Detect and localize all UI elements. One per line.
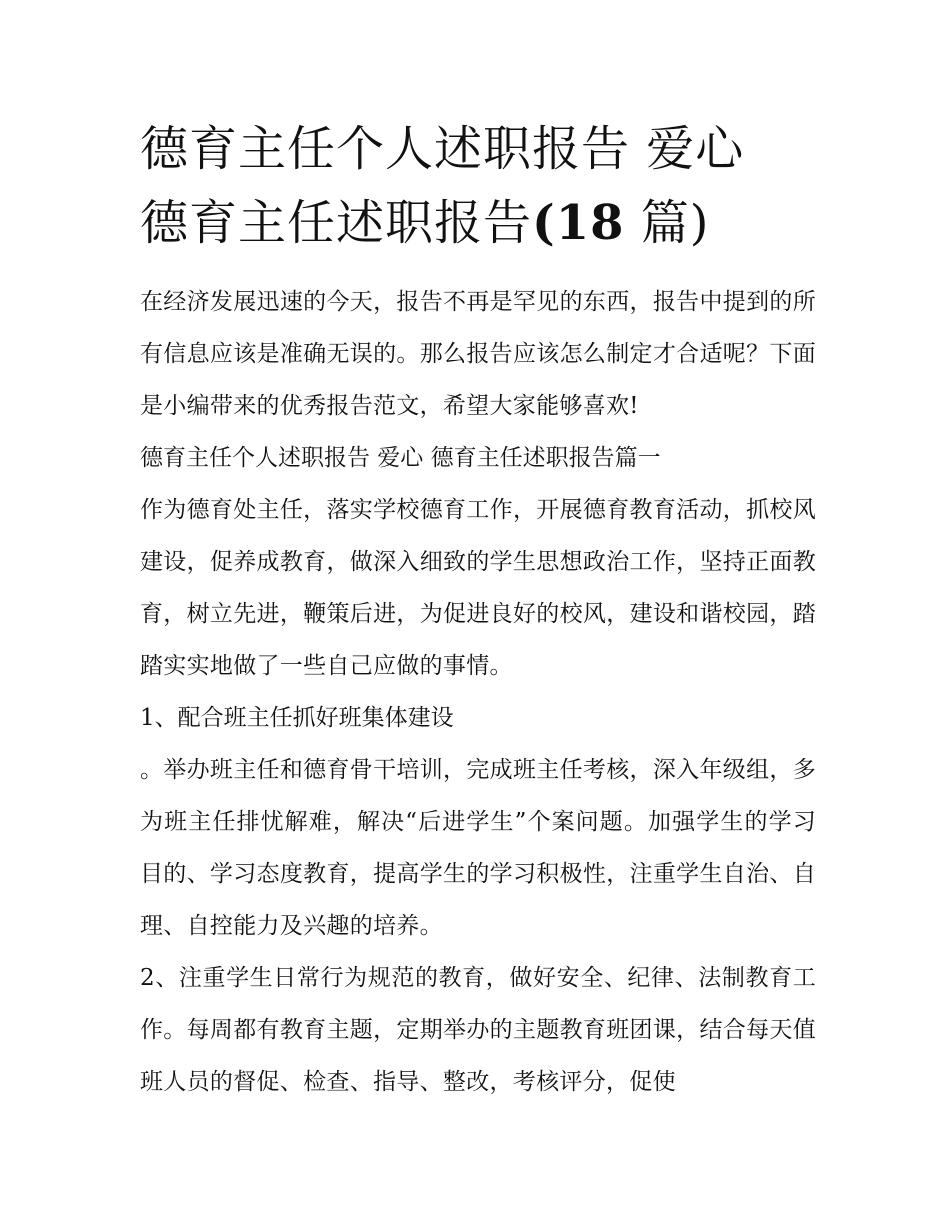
section-heading: 德育主任个人述职报告 爱心 德育主任述职报告篇一	[140, 445, 661, 471]
title-line-2-text: 德育主任述职报告	[140, 195, 533, 251]
document-body	[140, 112, 816, 1108]
title-line-2-number: (18	[532, 195, 625, 251]
item-2-body: 2、注重学生日常行为规范的教育，做好安全、纪律、法制教育工作。每周都有教育主题，定期举办的主题教育班团课，结合每天值班人员的督促、检查、指导、整改，考核评分，促使	[140, 965, 816, 1095]
body-paragraph-1: 作为德育处主任，落实学校德育工作，开展德育教育活动，抓校风建设，促养成教育，做深入细致的学生思想政治工作，坚持正面教育，树立先进，鞭策后进，为促进良好的校风，建设和谐校园，踏踏实实地做了一些自己应做的事情。	[140, 497, 816, 679]
title-line-2-end: 篇)	[624, 195, 710, 251]
item-1-heading: 1、配合班主任抓好班集体建设	[140, 705, 454, 731]
title-line-1: 德育主任个人述职报告 爱心	[140, 121, 745, 177]
title-line-2	[140, 186, 816, 260]
item-1-body: 。举办班主任和德育骨干培训，完成班主任考核，深入年级组，多为班主任排忧解难，解决“后进学生”个案问题。加强学生的学习目的、学习态度教育，提高学生的学习积极性，注重学生自治、自理、自控能力及兴趣的培养。	[140, 757, 816, 939]
intro-paragraph: 在经济发展迅速的今天，报告不再是罕见的东西，报告中提到的所有信息应该是准确无误的。那么报告应该怎么制定才合适呢？下面是小编带来的优秀报告范文，希望大家能够喜欢!	[140, 289, 816, 419]
document-title	[140, 112, 816, 260]
